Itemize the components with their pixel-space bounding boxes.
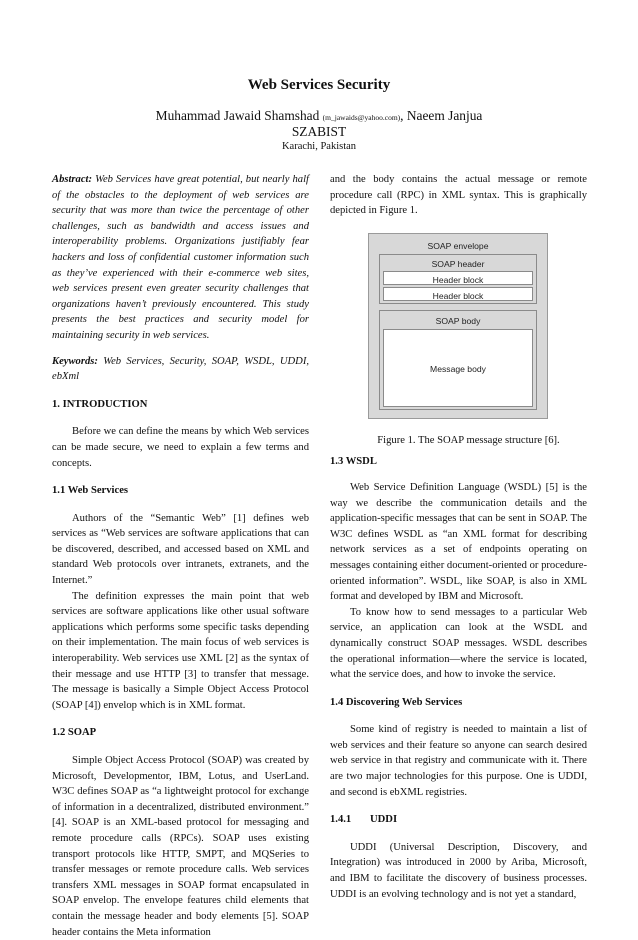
web-services-paragraph-1: Authors of the “Semantic Web” [1] defines web services as “Web services are software applications that can be discovered, described, and accessed based on XML and standard Web protocols over intranets, extranets, and the Internet.” — [52, 512, 309, 587]
wsdl-paragraph-1: Web Service Definition Language (WSDL) [5] is the way we describe the communication details and the application-specific messages that can be sent in SOAP. The W3C defines WSDL as “an XML format for describing network services as a set of endpoints operating on messages containing either document-oriented or procedure-oriented information”. WSDL, like SOAP, is also in XML format and developed by IBM and Microsoft. — [330, 481, 587, 603]
header-block-2 — [383, 287, 533, 301]
intro-paragraph: Before we can define the means by which Web services can be made secure, we need to explain a few terms and concepts. — [52, 426, 309, 469]
header-block-1-label: Header block — [432, 274, 484, 285]
location: Karachi, Pakistan — [281, 141, 357, 152]
section-heading-discovering: 1.4 Discovering Web Services — [330, 696, 463, 708]
author-1: Muhammad Jawaid Shamshad — [155, 108, 320, 123]
soap-envelope-label: SOAP envelope — [427, 240, 489, 251]
soap-message-diagram — [368, 233, 548, 419]
wsdl-paragraph-2: To know how to send messages to a particular Web service, an application can look at the WSDL and dynamically construct SOAP messages. WSDL describes the operational information—where the service is located, what the service does, and how to invoke the service. — [330, 606, 587, 681]
soap-body-box — [379, 310, 537, 410]
section-heading-introduction: 1. INTRODUCTION — [52, 398, 148, 410]
organization: SZABIST — [291, 124, 347, 139]
header-block-1 — [383, 271, 533, 285]
soap-body-label: SOAP body — [435, 315, 481, 326]
figure-caption: Figure 1. The SOAP message structure [6]. — [377, 434, 560, 446]
soap-header-box — [379, 254, 537, 304]
discovering-paragraph: Some kind of registry is needed to maintain a list of web services and their feature so anyone can search desired web service in that registry and communicate with it. There are two major technologies for this purpose. One is UDDI, and second is ebXML registries. — [330, 724, 587, 798]
uddi-number: 1.4.1 — [330, 814, 352, 826]
left-column — [52, 172, 309, 940]
paper-title: Web Services Security — [247, 77, 391, 93]
message-body-label: Message body — [430, 363, 486, 374]
keywords-text: Web Services, Security, SOAP, WSDL, UDDI, ebXml — [52, 355, 309, 383]
soap-paragraph: Simple Object Access Protocol (SOAP) was created by Microsoft, Developmentor, IBM, Lotus, and UserLand. W3C defines SOAP as “a lightweight protocol for exchange of information in a decentralized, distributed environment.” [4]. SOAP is an XML-based protocol for messaging and remote procedure calls (RPCs). SOAP uses existing transport protocols like HTTP, SMPT, and MQSeries to transfer messages or remote procedure calls. Web services transfers XML messages in SOAP format encapsulated in SOAP envelop. The envelope features child elements that contain the message header and body elements [5]. SOAP header contains the Meta information — [52, 755, 309, 938]
author-2: , Naeem Janjua — [400, 108, 483, 123]
keywords — [52, 354, 309, 385]
section-heading-soap: 1.2 SOAP — [52, 727, 97, 739]
section-heading-wsdl: 1.3 WSDL — [330, 456, 377, 468]
web-services-paragraph-2: The definition expresses the main point that web services are software applications like other usual software applications which performs some specific tasks depending on their implementation. The main focus of web services is interoperability. Web services use XML [2] as the syntax of their message and use HTTP [3] to transfer that message. The message is basically a Simple Object Access Protocol (SOAP [4]) envelop which is in XML format. — [52, 590, 309, 711]
author-email: (m_jawaids@yahoo.com) — [322, 113, 401, 122]
header-block-2-label: Header block — [432, 290, 484, 301]
soap-header-label: SOAP header — [431, 258, 485, 269]
message-body-box — [383, 329, 533, 407]
abstract — [52, 172, 309, 344]
section-heading-uddi — [330, 812, 587, 828]
authors-line — [0, 108, 638, 124]
right-column — [330, 172, 587, 902]
abstract-text: Web Services have great potential, but nearly half of the obstacles to the deployment of web services are security that was more than twice the percentage of other challenges, such as bandwidth and access issues and interoperability problems. Organizations justifiably fear hackers and loss of confidential customer information such as they’ve experienced with their e-commerce web sites, web services present even greater security challenges that organizations haven’t previously encountered. This study presents the best practices and security model for maintaining security in web services. — [52, 174, 309, 341]
keywords-label: Keywords: — [52, 355, 98, 367]
abstract-label: Abstract: — [52, 174, 93, 185]
soap-continued-paragraph: and the body contains the actual message or remote procedure call (RPC) in XML syntax. This is graphically depicted in Figure 1. — [330, 174, 587, 217]
uddi-paragraph: UDDI (Universal Description, Discovery, and Integration) was introduced in 2000 by Ariba, Microsoft, and IBM to facilitate the discovery of business processes. UDDI is an evolving technology and is not yet a standard, — [330, 841, 587, 900]
uddi-title: UDDI — [370, 814, 398, 826]
section-heading-web-services: 1.1 Web Services — [52, 485, 129, 497]
